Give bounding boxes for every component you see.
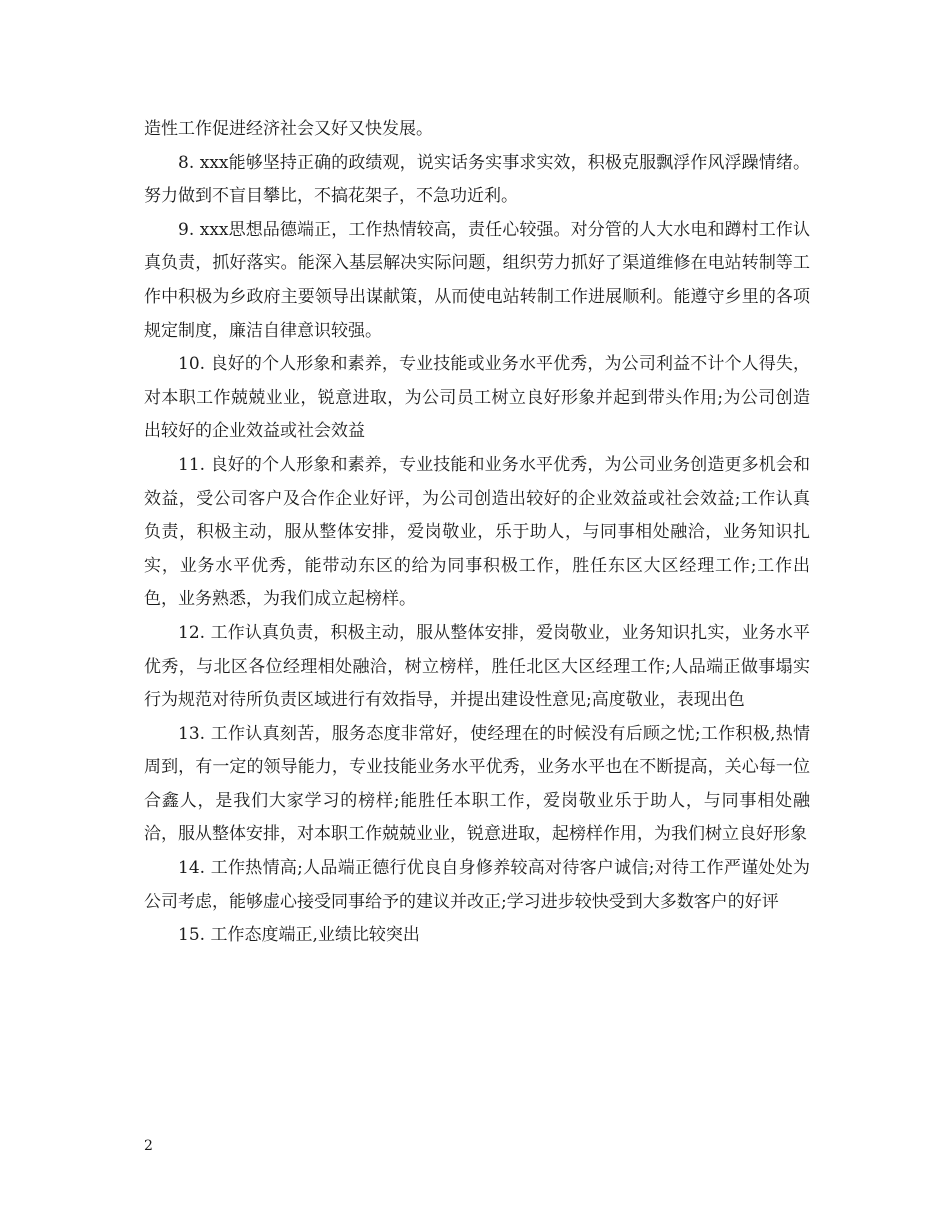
page-number: 2 (144, 1138, 153, 1154)
paragraph-continuation: 造性工作促进经济社会又好又快发展。 (144, 119, 433, 139)
paragraph-item-11: 11. 良好的个人形象和素养，专业技能和业务水平优秀，为公司业务创造更多机会和效益，受公司客户及合作企业好评，为公司创造出较好的企业效益或社会效益;工作认真负责，积极主动，服从整体安排，爱岗敬业，乐于助人，与同事相处融洽，业务知识扎实，业务水平优秀，能带动东区的给为同事积极工作，胜任东区大区经理工作;工作出色，业务熟悉，为我们成立起榜样。 (144, 454, 810, 610)
paragraph-item-10: 10. 良好的个人形象和素养，专业技能或业务水平优秀，为公司利益不计个人得失，对本职工作兢兢业业，锐意进取，为公司员工树立良好形象并起到带头作用;为公司创造出较好的企业效益或社会效益 (144, 354, 810, 442)
paragraph-item-14: 14. 工作热情高;人品端正德行优良自身修养较高对待客户诚信;对待工作严谨处处为公司考虑，能够虚心接受同事给予的建议并改正;学习进步较快受到大多数客户的好评 (144, 858, 810, 912)
paragraph-item-9: 9. xxx思想品德端正，工作热情较高，责任心较强。对分管的人大水电和蹲村工作认真负责，抓好落实。能深入基层解决实际问题，组织劳力抓好了渠道维修在电站转制等工作中积极为乡政府主要领导出谋献策，从而使电站转制工作进展顺利。能遵守乡里的各项规定制度，廉洁自律意识较强。 (144, 219, 810, 341)
paragraph-item-8: 8. xxx能够坚持正确的政绩观，说实话务实事求实效，积极克服飘浮作风浮躁情绪。努力做到不盲目攀比，不搞花架子，不急功近利。 (144, 152, 810, 207)
paragraph-item-15: 15. 工作态度端正,业绩比较突出 (178, 925, 420, 946)
document-body (144, 113, 810, 953)
paragraph-item-13: 13. 工作认真刻苦，服务态度非常好，使经理在的时候没有后顾之忧;工作积极,热情周到，有一定的领导能力，专业技能业务水平优秀，业务水平也在不断提高，关心每一位合鑫人，是我们大家学习的榜样;能胜任本职工作，爱岗敬业乐于助人，与同事相处融洽，服从整体安排，对本职工作兢兢业业，锐意进取，起榜样作用，为我们树立良好形象 (144, 723, 810, 845)
paragraph-item-12: 12. 工作认真负责，积极主动，服从整体安排，爱岗敬业，业务知识扎实，业务水平优秀，与北区各位经理相处融洽，树立榜样，胜任北区大区经理工作;人品端正做事塌实行为规范对待所负责区域进行有效指导，并提出建设性意见;高度敬业，表现出色 (144, 622, 810, 711)
